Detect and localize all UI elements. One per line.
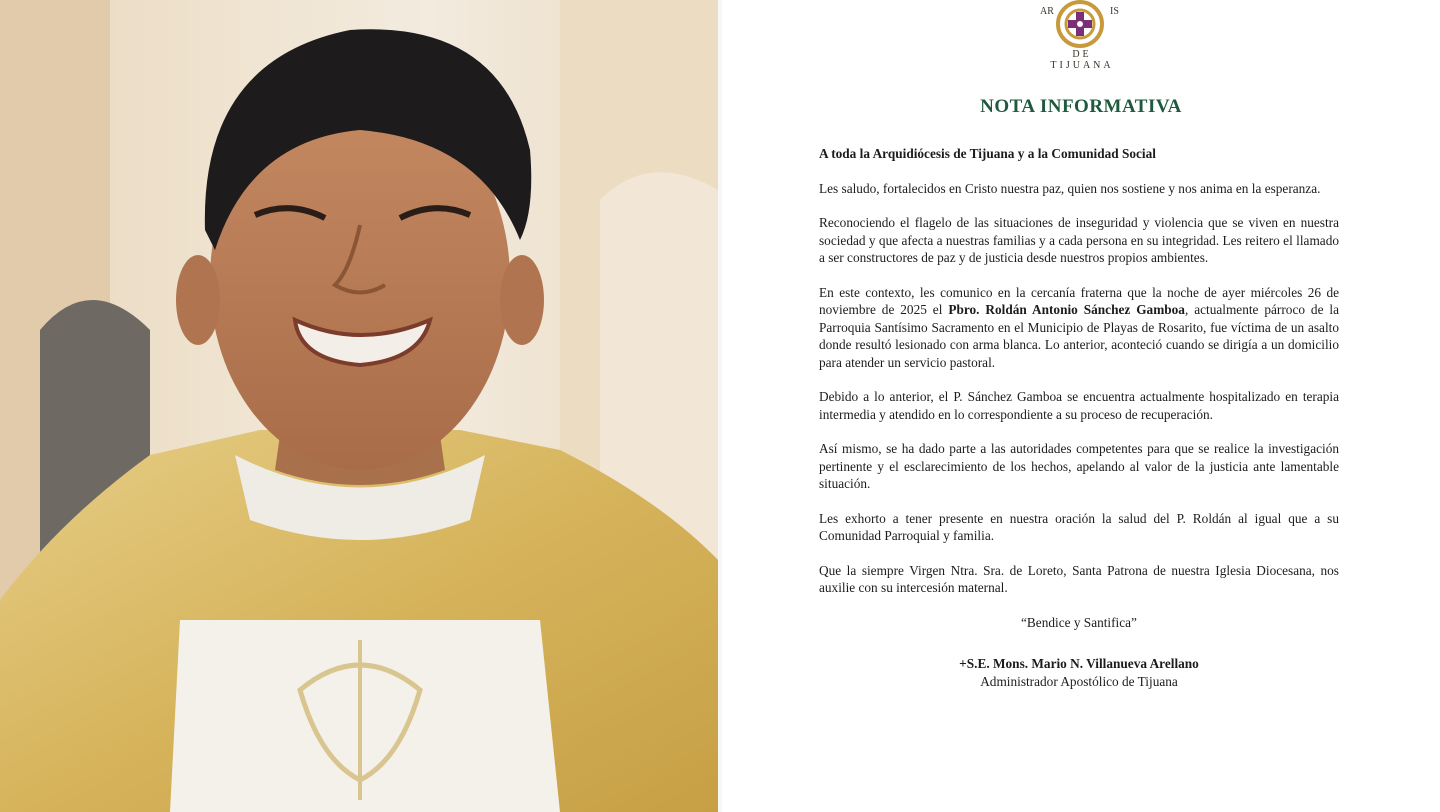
paragraph-2: Reconociendo el flagelo de las situaciones de inseguridad y violencia que se viven en nuestra sociedad y que afecta a nuestras familias y a cada persona en su integridad. Les reitero el llamado a ser constructores de paz y de justicia desde nuestros propios ambientes. (819, 215, 1339, 265)
paragraph-3-rest: , actualmente párroco de la Parroquia Santísimo Sacramento en el Municipio de Playas de Rosarito, fue víctima de un asalto donde resultó lesionado con arma blanca. Lo anterior, aconteció cuando se dirigía a un domicilio para atender un servicio pastoral. (819, 302, 1339, 370)
svg-text:AR: AR (1040, 6, 1054, 17)
priest-portrait-illustration (0, 0, 718, 812)
priest-photo (0, 0, 718, 812)
paragraph-6: Les exhorto a tener presente en nuestra oración la salud del P. Roldán al igual que a su Comunidad Parroquial y familia. (819, 510, 1339, 543)
priest-name: Pbro. Roldán Antonio Sánchez Gamboa (948, 302, 1185, 317)
paragraph-5: Así mismo, se ha dado parte a las autoridades competentes para que se realice la investigación pertinente y el esclarecimiento de los hechos, apelando al valor de la justicia ante lamentable situación. (819, 441, 1339, 491)
paragraph-4: Debido a lo anterior, el P. Sánchez Gamboa se encuentra actualmente hospitalizado en terapia intermedia y atendido en lo correspondiente a su proceso de recuperación. (819, 389, 1339, 422)
paragraph-1: Les saludo, fortalecidos en Cristo nuestra paz, quien nos sostiene y nos anima en la esperanza. (819, 180, 1321, 196)
paragraph-3 (819, 284, 1339, 372)
closing-blessing: “Bendice y Santifica” (1021, 614, 1137, 630)
informative-note-document (722, 0, 1440, 812)
greeting-line: A toda la Arquidiócesis de Tijuana y a la Comunidad Social (819, 146, 1156, 161)
paragraph-3-intro: En este contexto, les comunico en la cercanía fraterna que la noche de ayer miércoles 26 de noviembre de 2025 el (819, 284, 1339, 317)
signature-role: Administrador Apostólico de Tijuana (980, 673, 1178, 689)
signature-name: +S.E. Mons. Mario N. Villanueva Arellano (959, 656, 1199, 671)
document-title: NOTA INFORMATIVA (980, 96, 1182, 117)
paragraph-7: Que la siempre Virgen Ntra. Sra. de Loreto, Santa Patrona de nuestra Iglesia Diocesana, nos auxilie con su intercesión maternal. (819, 562, 1339, 595)
document-body (819, 145, 1339, 690)
seal-caption: DE TIJUANA (1050, 49, 1114, 71)
svg-text:IS: IS (1110, 6, 1119, 17)
